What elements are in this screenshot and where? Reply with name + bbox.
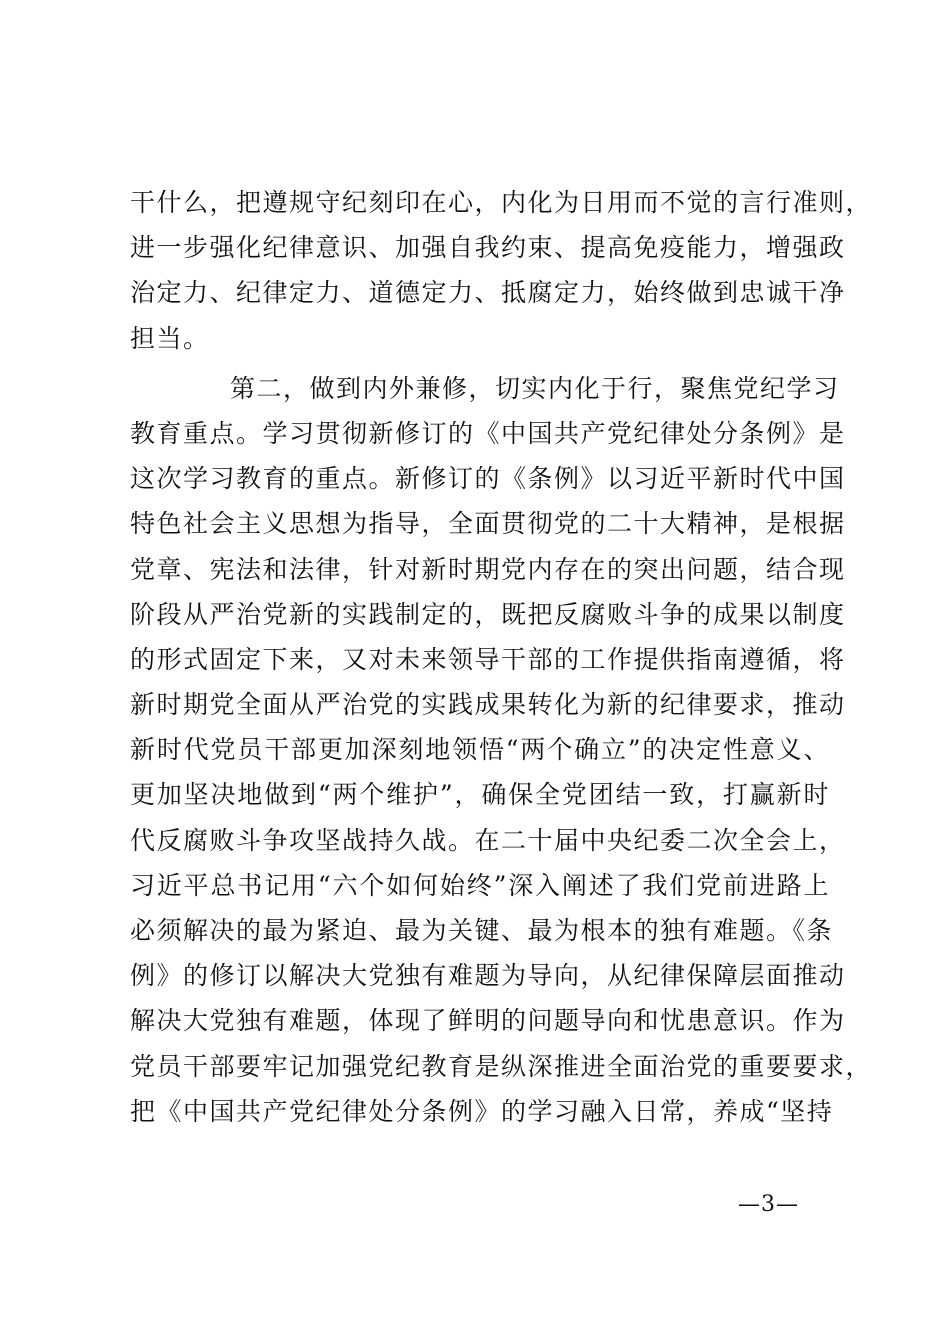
text-line: 阶段从严治党新的实践制定的，既把反腐败斗争的成果以制度: [130, 599, 846, 629]
text-line: 这次学习教育的重点。新修订的《条例》以习近平新时代中国: [130, 464, 846, 494]
text-line: 新时代党员干部更加深刻地领悟“两个确立”的决定性意义、: [130, 735, 830, 765]
text-line: 例》的修订以解决大党独有难题为导向，从纪律保障层面推动: [130, 961, 846, 991]
text-line: 第二，做到内外兼修，切实内化于行，聚焦党纪学习: [230, 373, 840, 403]
text-line: 进一步强化纪律意识、加强自我约束、提高免疫能力，增强政: [130, 233, 846, 263]
text-line: 的形式固定下来，又对未来领导干部的工作提供指南遵循，将: [130, 644, 846, 674]
text-line: 代反腐败斗争攻坚战持久战。在二十届中央纪委二次全会上，: [130, 825, 846, 855]
paragraph-1: [130, 180, 873, 361]
text-line: 必须解决的最为紧迫、最为关键、最为根本的独有难题。《条: [130, 916, 834, 945]
text-line: 习近平总书记用“六个如何始终”深入阐述了我们党前进路上: [130, 870, 830, 900]
page-number: —3—: [738, 1192, 799, 1217]
text-line: 党员干部要牢记加强党纪教育是纵深推进全面治党的重要要求，: [130, 1051, 873, 1081]
body-text: [130, 180, 873, 1134]
text-line: 特色社会主义思想为指导，全面贯彻党的二十大精神，是根据: [130, 509, 846, 539]
text-line: 更加坚决地做到“两个维护”，确保全党团结一致，打赢新时: [130, 780, 830, 810]
paragraph-2: [130, 366, 873, 1134]
text-line: 把《中国共产党纪律处分条例》的学习融入日常，养成“坚持: [130, 1096, 834, 1126]
text-line: 治定力、纪律定力、道德定力、抵腐定力，始终做到忠诚干净: [130, 278, 846, 308]
text-line: 新时期党全面从严治党的实践成果转化为新的纪律要求，推动: [130, 690, 846, 720]
text-line: 干什么，把遵规守纪刻印在心，内化为日用而不觉的言行准则，: [130, 188, 873, 217]
text-line: 解决大党独有难题，体现了鲜明的问题导向和忧患意识。作为: [130, 1006, 846, 1036]
text-line: 党章、宪法和法律，针对新时期党内存在的突出问题，结合现: [130, 554, 846, 584]
text-line: 教育重点。学习贯彻新修订的《中国共产党纪律处分条例》是: [130, 418, 846, 448]
text-line: 担当。: [130, 323, 210, 353]
